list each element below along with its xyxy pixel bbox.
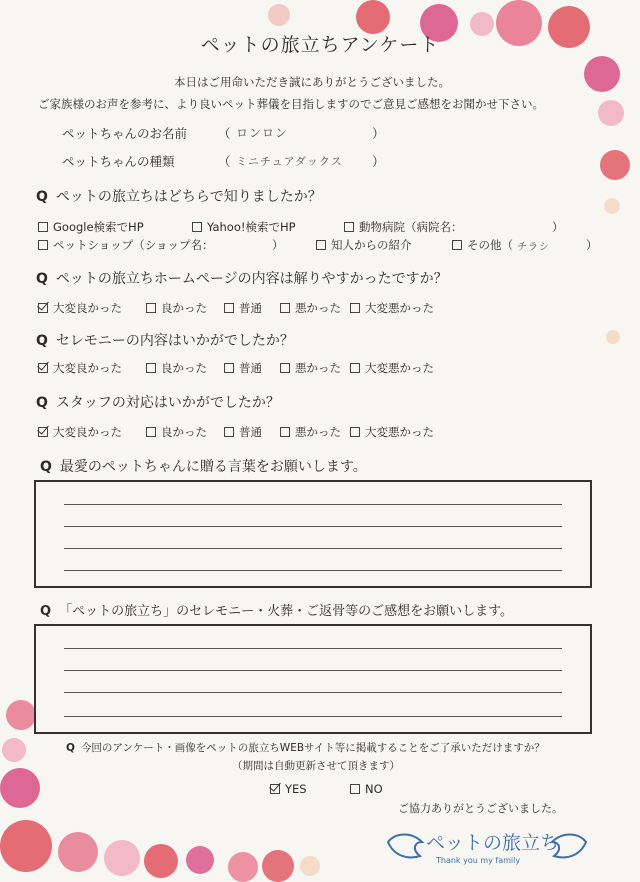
option-label: 動物病院（病院名：: [359, 220, 463, 234]
checkbox[interactable]: [350, 363, 360, 373]
option-label: 大変悪かった: [365, 425, 434, 439]
option-label: 悪かった: [295, 301, 341, 315]
q1-other-value: チラシ: [517, 241, 550, 253]
q3-option-very-bad[interactable]: [350, 360, 434, 376]
q-marker: Q: [36, 395, 48, 411]
logo-text: ペットの旅立ち: [426, 832, 560, 854]
checkbox[interactable]: [280, 303, 290, 313]
intro-line-1: 本日はご用命いただき誠にありがとうございました。: [174, 75, 450, 89]
pet-name-close-paren: ）: [372, 126, 385, 141]
q1-text: ペットの旅立ちはどちらで知りましたか？: [55, 189, 322, 205]
q-marker: Q: [36, 271, 48, 287]
checkbox-checked[interactable]: [38, 427, 48, 437]
option-label: 普通: [239, 361, 262, 375]
q1-option-other[interactable]: [452, 237, 550, 253]
q4-option-bad[interactable]: [280, 424, 341, 440]
option-label: ペットショップ（ショップ名：: [53, 238, 214, 252]
q1-question: [36, 186, 322, 206]
q1-option-petshop[interactable]: [38, 237, 214, 253]
writing-line: [64, 570, 562, 571]
q7-note: （期間は自動更新させて頂きます）: [232, 760, 400, 772]
option-label: 悪かった: [295, 361, 341, 375]
option-label: その他（: [467, 238, 513, 252]
writing-line: [64, 504, 562, 505]
pet-name-open-paren: （: [218, 126, 231, 141]
q3-option-bad[interactable]: [280, 360, 341, 376]
q6-question: [40, 600, 513, 619]
q5-question: [40, 456, 367, 476]
q7-option-yes[interactable]: [270, 782, 307, 796]
q4-option-very-bad[interactable]: [350, 424, 434, 440]
pet-type-value[interactable]: ミニチュアダックス: [236, 155, 343, 168]
pet-name-label: ペットちゃんのお名前: [62, 126, 188, 141]
checkbox[interactable]: [224, 427, 234, 437]
checkbox[interactable]: [146, 303, 156, 313]
q7-option-no[interactable]: [350, 782, 383, 796]
writing-line: [64, 716, 562, 717]
q4-option-very-good[interactable]: [38, 424, 122, 440]
q3-option-good[interactable]: [146, 360, 207, 376]
option-label: 悪かった: [295, 425, 341, 439]
q2-option-very-good[interactable]: [38, 300, 122, 316]
q3-option-very-good[interactable]: [38, 360, 122, 376]
checkbox[interactable]: [350, 427, 360, 437]
checkbox-checked[interactable]: [38, 363, 48, 373]
option-label: 大変悪かった: [365, 361, 434, 375]
q2-question: [36, 268, 448, 288]
writing-line: [64, 526, 562, 527]
option-label: NO: [365, 782, 383, 796]
option-label: 良かった: [161, 301, 207, 315]
checkbox[interactable]: [146, 363, 156, 373]
q1-other-close-paren: ）: [586, 238, 598, 252]
pet-type-label: ペットちゃんの種類: [62, 154, 175, 169]
intro-line-2: ご家族様のお声を参考に、より良いペット葬儀を目指しますのでご意見ご感想をお聞かせ下さい。: [38, 97, 544, 111]
q1-option-yahoo[interactable]: [192, 219, 296, 235]
q6-answer-box[interactable]: [34, 624, 592, 734]
checkbox-checked[interactable]: [38, 303, 48, 313]
option-label: YES: [285, 782, 307, 796]
q3-question: [36, 330, 294, 350]
pet-name-value[interactable]: ロンロン: [236, 126, 289, 140]
checkbox[interactable]: [38, 222, 48, 232]
option-label: 普通: [239, 425, 262, 439]
q2-text: ペットの旅立ちホームページの内容は解りやすかったですか？: [55, 271, 448, 287]
q3-option-normal[interactable]: [224, 360, 262, 376]
q5-answer-box[interactable]: [34, 480, 592, 588]
checkbox[interactable]: [344, 222, 354, 232]
checkbox[interactable]: [224, 303, 234, 313]
logo-tagline: Thank you my family: [436, 856, 521, 865]
q-marker: Q: [36, 189, 48, 205]
q2-option-bad[interactable]: [280, 300, 341, 316]
thanks-text: ご協力ありがとうございました。: [398, 802, 563, 815]
brand-logo: [382, 826, 592, 872]
q3-text: セレモニーの内容はいかがでしたか？: [55, 333, 294, 349]
q5-text: 最愛のペットちゃんに贈る言葉をお願いします。: [59, 459, 367, 475]
checkbox[interactable]: [316, 240, 326, 250]
checkbox[interactable]: [350, 303, 360, 313]
option-label: Google検索でHP: [53, 220, 144, 234]
pet-type-open-paren: （: [218, 154, 231, 169]
option-label: 大変良かった: [53, 425, 122, 439]
option-label: 普通: [239, 301, 262, 315]
q7-text: 今回のアンケート・画像をペットの旅立ちWEBサイト等に掲載することをご了承いただけますか？: [80, 742, 545, 754]
writing-line: [64, 548, 562, 549]
checkbox[interactable]: [38, 240, 48, 250]
q1-option-google[interactable]: [38, 219, 144, 235]
checkbox[interactable]: [146, 427, 156, 437]
option-label: 大変良かった: [53, 301, 122, 315]
pet-type-close-paren: ）: [372, 154, 385, 169]
q1-option-vet[interactable]: [344, 219, 463, 235]
checkbox[interactable]: [192, 222, 202, 232]
option-label: 知人からの紹介: [331, 238, 412, 252]
checkbox-checked[interactable]: [270, 784, 280, 794]
option-label: Yahoo!検索でHP: [207, 220, 296, 234]
q1-option-friend[interactable]: [316, 237, 412, 253]
q-marker: Q: [36, 333, 48, 349]
q4-option-normal[interactable]: [224, 424, 262, 440]
checkbox[interactable]: [224, 363, 234, 373]
writing-line: [64, 670, 562, 671]
checkbox[interactable]: [280, 363, 290, 373]
q1-petshop-close-paren: ）: [272, 238, 284, 252]
option-label: 良かった: [161, 425, 207, 439]
option-label: 大変良かった: [53, 361, 122, 375]
q2-option-normal[interactable]: [224, 300, 262, 316]
checkbox[interactable]: [452, 240, 462, 250]
q6-text: 「ペットの旅立ち」のセレモニー・火葬・ご返骨等のご感想をお願いします。: [59, 604, 514, 619]
option-label: 良かった: [161, 361, 207, 375]
option-label: 大変悪かった: [365, 301, 434, 315]
checkbox[interactable]: [280, 427, 290, 437]
q-marker: Q: [40, 604, 52, 619]
q2-option-good[interactable]: [146, 300, 207, 316]
q7-question: [66, 740, 545, 755]
q1-vet-close-paren: ）: [552, 220, 564, 234]
page-title: ペットの旅立ちアンケート: [200, 34, 440, 56]
q-marker: Q: [40, 459, 52, 475]
q4-option-good[interactable]: [146, 424, 207, 440]
writing-line: [64, 648, 562, 649]
q2-option-very-bad[interactable]: [350, 300, 434, 316]
q4-question: [36, 392, 280, 412]
writing-line: [64, 692, 562, 693]
q-marker: Q: [66, 742, 75, 754]
q4-text: スタッフの対応はいかがでしたか？: [55, 395, 280, 411]
checkbox[interactable]: [350, 784, 360, 794]
